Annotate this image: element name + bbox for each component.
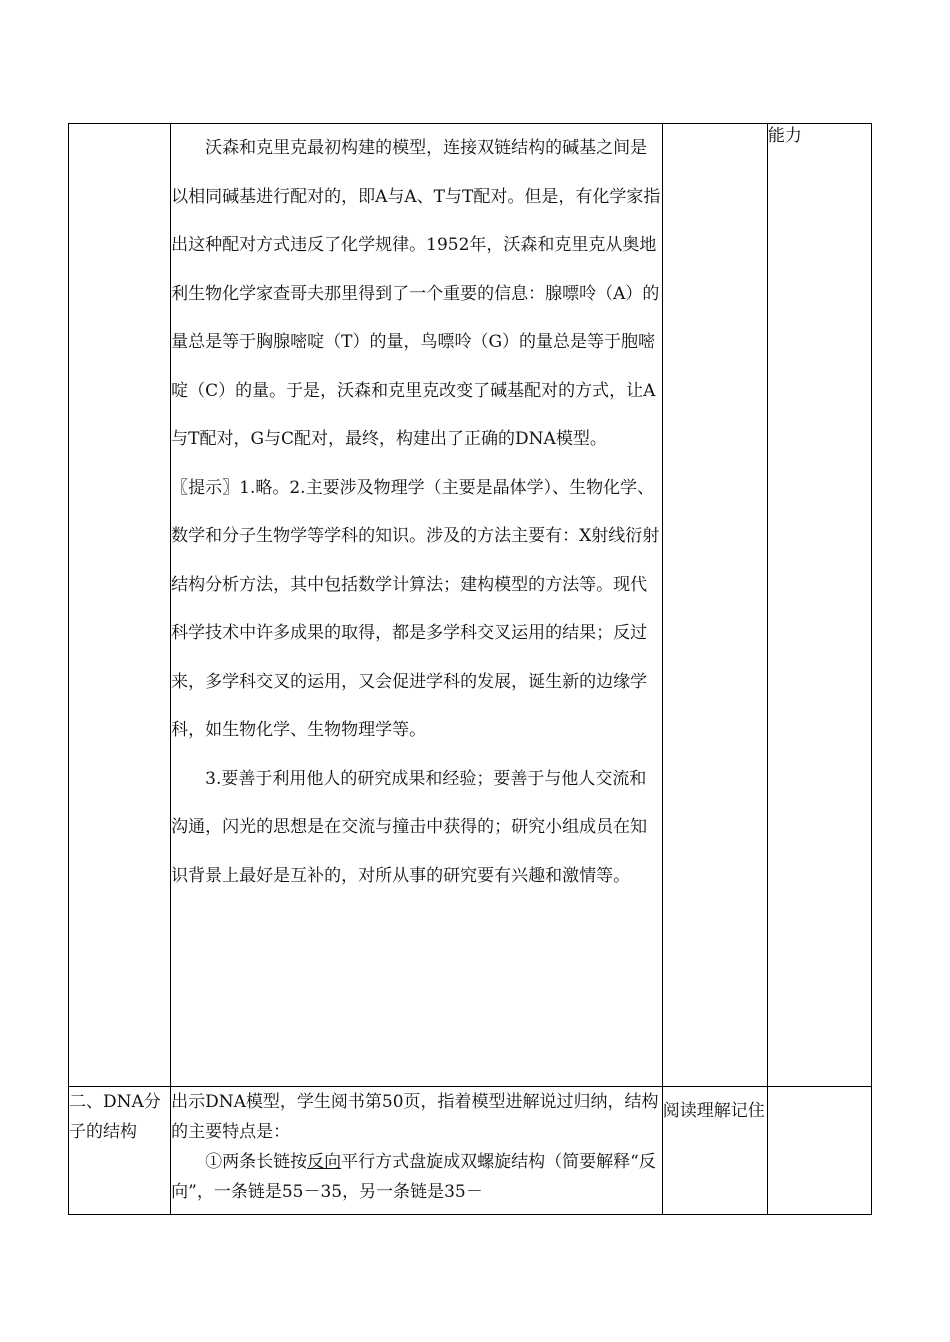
content-cell <box>171 124 663 1087</box>
table-row <box>69 1087 872 1215</box>
intro-text: 出示DNA模型，学生阅书第50页，指着模型进解说过归纳，结构的主要特点是： <box>171 1092 659 1142</box>
point-suffix: 平行方式盘旋成双螺旋结构（简要解释“反向”，一条链是55－35，另一条链是35－ <box>171 1152 656 1202</box>
table-row <box>69 124 872 1087</box>
activity-cell <box>662 124 767 1087</box>
content-cell <box>171 1087 663 1215</box>
section-heading: 二、DNA分子的结构 <box>69 1087 171 1215</box>
activity-cell: 阅读理解记住 <box>662 1087 767 1215</box>
hint-paragraph: 〖提示〗1.略。2.主要涉及物理学（主要是晶体学）、生物化学、数学和分子生物学等学科的知识。涉及的方法主要有：X射线衍射结构分析方法，其中包括数学计算法；建构模型的方法等。现代科学技术中许多成果的取得，都是多学科交叉运用的结果；反过来，多学科交叉的运用，又会促进学科的发展，诞生新的边缘学科，如生物化学、生物物理学等。 <box>171 477 660 740</box>
underlined-term: 反向 <box>307 1152 342 1172</box>
history-paragraph: 沃森和克里克最初构建的模型，连接双链结构的碱基之间是以相同碱基进行配对的，即A与A、T与T配对。但是，有化学家指出这种配对方式违反了化学规律。1952年，沃森和克里克从奥地利生物化学家查哥夫那里得到了一个重要的信息：腺嘌呤（A）的量总是等于胸腺嘧啶（T）的量，鸟嘌呤（G）的量总是等于胞嘧啶（C）的量。于是，沃森和克里克改变了碱基配对的方式，让A与T配对，G与C配对，最终，构建出了正确的DNA模型。 <box>171 138 661 449</box>
lesson-plan-table <box>68 123 872 1215</box>
goal-cell <box>767 1087 871 1215</box>
section-cell <box>69 124 171 1087</box>
structure-point <box>171 1147 662 1207</box>
advice-paragraph: 3.要善于利用他人的研究成果和经验；要善于与他人交流和沟通，闪光的思想是在交流与撞击中获得的；研究小组成员在知识背景上最好是互补的，对所从事的研究要有兴趣和激情等。 <box>171 768 648 886</box>
goal-cell: 能力 <box>767 124 871 1087</box>
point-prefix: ①两条长链按 <box>205 1152 308 1172</box>
